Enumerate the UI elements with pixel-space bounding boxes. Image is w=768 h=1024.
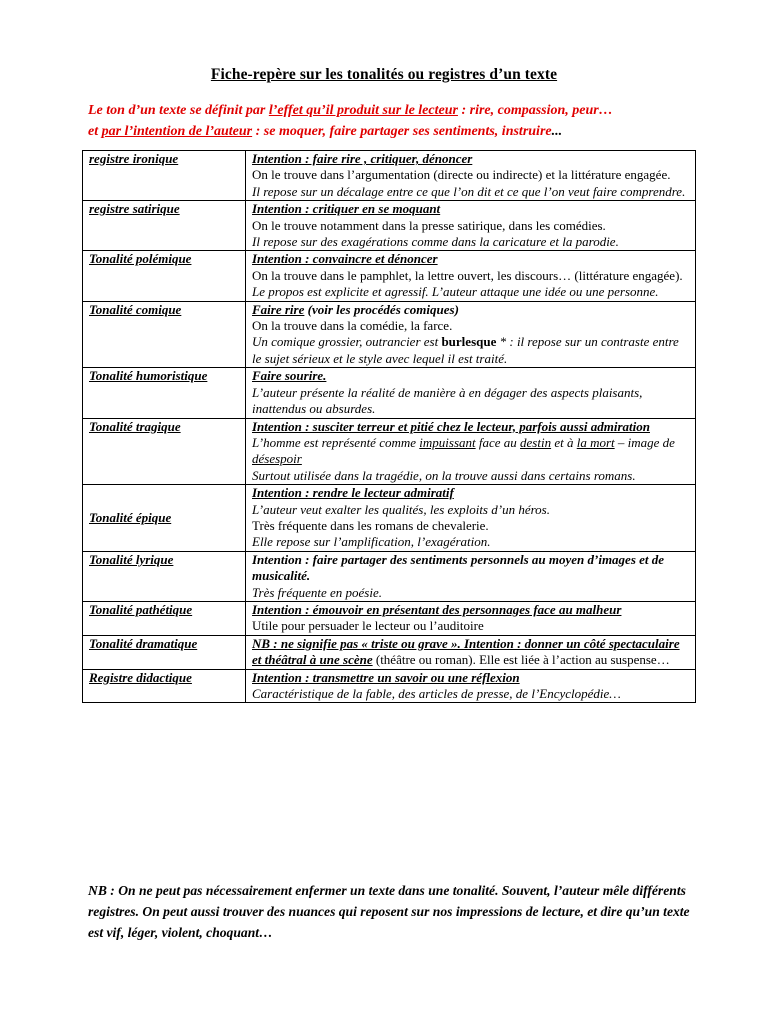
intro-underlined: l’effet qu’il produit sur le lecteur <box>268 103 458 118</box>
intro-text: : rire, compassion, peur… <box>457 103 613 118</box>
register-intention: Intention : critiquer en se moquant <box>252 201 441 217</box>
register-line: On le trouve notamment dans la presse satirique, dans les comédies. <box>252 217 606 233</box>
register-intention: Intention : transmettre un savoir ou une réflexion <box>252 669 520 685</box>
line-underlined: destin <box>520 434 552 450</box>
register-line <box>252 636 691 669</box>
page-title: Fiche-repère sur les tonalités ou registres d’un texte <box>210 66 558 83</box>
register-line: Elle repose sur l’amplification, l’exagération. <box>252 534 491 550</box>
register-description <box>246 551 696 601</box>
table-row <box>83 151 696 201</box>
register-line: Caractéristique de la fable, des articles de presse, de l’Encyclopédie… <box>252 686 621 701</box>
registers-table <box>82 150 696 703</box>
register-description <box>246 151 696 201</box>
register-intention: Intention : rendre le lecteur admiratif <box>252 485 454 501</box>
register-description <box>246 368 696 418</box>
register-description <box>246 301 696 368</box>
line-bold-underlined: NB : ne signifie pas « triste ou grave ». <box>252 635 464 651</box>
register-name: Tonalité humoristique <box>83 368 246 418</box>
register-description <box>246 418 696 485</box>
register-intention: Intention : faire rire , critiquer, dénoncer <box>252 151 473 166</box>
table-row <box>83 251 696 301</box>
line-underlined: désespoir <box>252 451 302 467</box>
footer-note: NB : On ne peut pas nécessairement enfermer un texte dans une tonalité. Souvent, l’auteur mêle différents registres. On peut aussi trouver des nuances qui reposent sur nos impressions de lecture, et dire qu’un texte est vif, léger, violent, choquant… <box>88 883 690 940</box>
table-row <box>83 368 696 418</box>
line-part: L’homme est représenté comme <box>252 434 420 450</box>
line-underlined: la mort <box>576 434 615 450</box>
intention-rest: (voir les procédés comiques) <box>304 301 459 317</box>
register-intention <box>252 302 691 318</box>
register-description <box>246 635 696 669</box>
register-line: On la trouve dans la comédie, la farce. <box>252 318 453 334</box>
register-line: Surtout utilisée dans la tragédie, on la trouve aussi dans certains romans. <box>252 467 636 483</box>
register-name: Registre didactique <box>83 669 246 703</box>
table-row <box>83 551 696 601</box>
line-part: (théâtre ou roman). Elle est liée à l’action au suspense… <box>372 652 670 668</box>
register-intention: Faire sourire. <box>252 368 327 384</box>
intention-underlined: Faire rire <box>252 301 305 317</box>
register-description <box>246 201 696 251</box>
register-description <box>246 485 696 552</box>
register-name: Tonalité dramatique <box>83 635 246 669</box>
register-line: Le propos est explicite et agressif. L’auteur attaque une idée ou une personne. <box>252 284 659 300</box>
line-part: face au <box>475 434 521 450</box>
register-intention: Intention : émouvoir en présentant des personnages face au malheur <box>252 601 622 617</box>
intro-text: Le ton d’un texte se définit par <box>88 103 269 118</box>
line-bold: burlesque <box>441 334 497 350</box>
intro-paragraph <box>88 100 708 142</box>
table-row <box>83 601 696 635</box>
intro-underlined: par l’intention de l’auteur <box>101 124 253 139</box>
register-description <box>246 601 696 635</box>
register-name: Tonalité comique <box>83 301 246 368</box>
register-line: L’auteur veut exalter les qualités, les exploits d’un héros. <box>252 501 550 517</box>
table-row <box>83 485 696 552</box>
table-row <box>83 635 696 669</box>
register-intention: Intention : susciter terreur et pitié chez le lecteur, parfois aussi admiration <box>252 418 650 434</box>
line-part: et à <box>551 434 577 450</box>
register-name: Tonalité pathétique <box>83 601 246 635</box>
intro-text: : se moquer, faire partager ses sentiments, instruire <box>252 124 552 139</box>
register-name: Tonalité tragique <box>83 418 246 485</box>
table-row <box>83 201 696 251</box>
intro-ellipsis: ... <box>551 124 563 139</box>
line-underlined: impuissant <box>419 434 476 450</box>
register-line: Il repose sur un décalage entre ce que l’on dit et ce que l’on veut faire comprendre. <box>252 183 686 199</box>
line-part: – image de <box>614 434 675 450</box>
line-bold-underlined: Intention : donner un côté spectaculaire et théâtral à une scène <box>252 635 680 668</box>
register-name: Tonalité polémique <box>83 251 246 301</box>
intro-text: et <box>88 124 102 139</box>
register-intention: Intention : convaincre et dénoncer <box>252 251 438 267</box>
register-line: On le trouve dans l’argumentation (directe ou indirecte) et la littérature engagée. <box>252 167 671 183</box>
table-row <box>83 669 696 703</box>
register-line: On la trouve dans le pamphlet, la lettre ouvert, les discours… (littérature engagée). <box>252 267 683 283</box>
table-row <box>83 301 696 368</box>
line-part: * : il repose sur un contraste entre le sujet sérieux et le style avec lequel il est traité. <box>252 334 679 366</box>
register-line: Très fréquente en poésie. <box>252 584 382 600</box>
line-part: Un comique grossier, outrancier est <box>252 334 442 350</box>
register-name: Tonalité lyrique <box>83 551 246 601</box>
register-line: L’auteur présente la réalité de manière à en dégager des aspects plaisants, inattendus ou absurdes. <box>252 384 643 417</box>
register-name: registre satirique <box>83 201 246 251</box>
register-name: registre ironique <box>83 151 246 201</box>
register-line: Très fréquente dans les romans de chevalerie. <box>252 517 489 533</box>
register-line: Il repose sur des exagérations comme dans la caricature et la parodie. <box>252 234 619 250</box>
register-line <box>252 334 691 367</box>
register-line: Utile pour persuader le lecteur ou l’auditoire <box>252 618 484 634</box>
register-intention: Intention : faire partager des sentiments personnels au moyen d’images et de musicalité. <box>252 551 665 584</box>
register-description <box>246 251 696 301</box>
register-line <box>252 435 691 468</box>
table-row <box>83 418 696 485</box>
register-name: Tonalité épique <box>83 485 246 552</box>
register-description <box>246 669 696 703</box>
